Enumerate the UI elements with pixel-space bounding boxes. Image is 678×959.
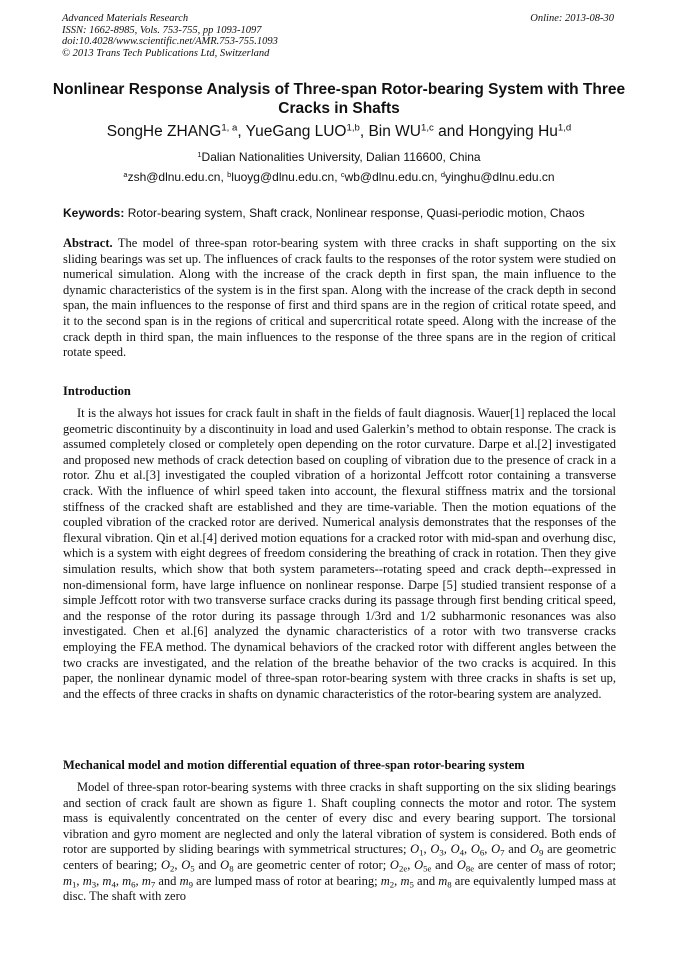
author-name: SongHe ZHANG [106,123,222,140]
subscript: 6 [131,879,136,890]
symbol-o: O [220,857,230,872]
copyright-line: © 2013 Trans Tech Publications Ltd, Switzerland [62,47,270,59]
subscript: 9 [188,879,193,890]
separator: , [423,842,431,857]
symbol-o: O [470,842,480,857]
author-affil-mark: 1,d [557,122,572,134]
symbol-o: O [491,842,501,857]
subscript: 6 [479,848,485,858]
email-mark: a [123,169,128,179]
subscript: 9 [538,848,544,858]
symbol-m: m [438,873,448,888]
doi-line[interactable]: doi:10.4028/www.scientific.net/AMR.753-755.1093 [62,36,278,48]
journal-header [62,13,278,59]
author-list [30,123,648,141]
author-separator: , [237,123,246,140]
author-affil-mark: 1,b [346,122,360,134]
subscript: 4 [111,879,116,890]
email-link[interactable]: yinghu@dlnu.edu.cn [444,170,555,184]
paragraph-text: are lumped mass of rotor at bearing; [193,873,381,888]
symbol-o: O [181,857,191,872]
author-affil-mark: 1,c [421,122,434,134]
online-date: Online: 2013-08-30 [530,13,614,24]
symbol-m: m [400,873,410,888]
subscript: 5e [423,863,432,874]
symbol-o: O [529,842,539,857]
author-name: YueGang LUO [245,123,347,140]
separator: , [464,842,471,857]
symbol-o: O [410,842,420,857]
subscript: 2 [170,863,175,874]
separator: and [413,873,439,888]
paragraph-text: Model of three-span rotor-bearing systems with three cracks in shaft supporting on the six sliding bearings and section of crack fault are shown as figure 1. Shaft coupling connects the motor and rotor. The system mass is equivalently concentrated on the center of every disc and every bearing support. The torsional vibration and gyro moment are neglected and only the lateral vibration of system is considered. Both ends of rotor are supported by sliding bearings with symmetrical structures; [63,780,616,857]
symbol-o: O [160,857,170,872]
section-heading-introduction: Introduction [63,384,131,398]
author-separator: and [433,123,469,140]
symbol-m: m [179,873,189,888]
separator: and [155,873,180,888]
paragraph-text: are geometric center of rotor; [233,857,390,872]
paragraph-text: are center of mass of rotor; [474,857,616,872]
separator: , [135,873,142,888]
email-mark: d [440,169,445,179]
symbol-o: O [430,842,440,857]
symbol-m: m [82,873,92,888]
subscript: 2e [398,863,408,874]
abstract-text: The model of three-span rotor-bearing system with three cracks in shaft supporting on the six sliding bearings was set up. The influences of crack faults to the responses of the rotor system were studied on numerical simulation. Along with the increase of the crack depth in first span, the main influence to the dynamic characteristics of the system is in the first span. Along with the increase of the crack depth in second span, the main influences to the response of first and third spans are in the region of critical rotate speed, and it to the second span is in the regions of critical and supercritical rotate speed. Along with the increase of the crack depth in third span, the main influences to the response of the three spans are in the region of critical rotate speed. [63,236,616,360]
symbol-m: m [122,873,132,888]
separator: , [484,842,492,857]
separator: , [443,842,451,857]
email-list [30,170,648,184]
section-heading-mechanical-model: Mechanical model and motion differential equation of three-span rotor-bearing system [63,758,525,772]
journal-name: Advanced Materials Research [62,13,189,24]
email-mark: b [227,169,232,179]
subscript: 7 [150,879,156,890]
author-name: Hongying Hu [468,123,558,140]
separator: , [96,873,103,888]
symbol-m: m [380,873,390,888]
author-separator: , [359,123,369,140]
paragraph-text: are geometric centers of bearing; [63,842,616,872]
separator: , [407,857,415,872]
separator: and [504,842,530,857]
symbol-m: m [102,873,112,888]
issn-line: ISSN: 1662-8985, Vols. 753-755, pp 1093-1097 [62,24,262,36]
subscript: 3 [439,848,444,858]
separator: , [394,873,401,888]
affil-text: Dalian Nationalities University, Dalian 116600, China [201,150,481,164]
affil-mark: 1 [197,149,202,159]
separator: , [174,857,182,872]
author-affil-mark: 1, a [221,122,238,134]
symbol-o: O [389,857,399,872]
subscript: 8e [465,863,475,874]
subscript: 7 [500,848,505,858]
symbol-o: O [414,857,424,872]
email-mark: c [340,169,345,179]
email-link[interactable]: luoyg@dlnu.edu.cn, [231,170,341,184]
symbol-o: O [456,857,466,872]
email-link[interactable]: zsh@dlnu.edu.cn, [127,170,228,184]
author-name: Bin WU [368,123,422,140]
introduction-paragraph: It is the always hot issues for crack fault in shaft in the fields of fault diagnosis. Wauer[1] replaced the local geometric discontinuity by a discontinuity in load and used Galerkin’s method to obtain response. The crack is assumed completely closed or completely open depending on the rotor curvature. Darpe et al.[2] investigated and proposed new methods of crack detection based on coupling of vibration due to the presence of crack in a rotor. Zhu et al.[3] investigated the coupled vibration of a horizontal Jeffcott rotor containing a transverse crack. With the influence of whirl speed taken into account, the flexural stiffness matrix and the torsional stiffness of the cracked shaft are established and they are time-variable. Then the motion equations of the coupled vibration of the cracked rotor are derived. Numerical analysis demonstrates that the responses of the flexural vibration. Qin et al.[4] derived motion equations for a cracked rotor with mid-span and overhung disc, which is a system with eight degrees of freedom considering the breathing of crack in rotation. Then they give simulation results, which show that both system parameters--rotating speed and crack depth--expressed in non-dimensional form, have large influence on nonlinear response. Darpe [5] studied transient response of a simple Jeffcott rotor with two transverse surface cracks during its passage through first bending critical speed, and the response of the rotor during its passage through 1/3rd and 1/2 subharmonic resonances was also investigated. Chen et al.[6] analyzed the dynamic characteristics of a rotor with two transverse cracks employing the FEA method. The dynamical behaviors of the cracked rotor with different angles between the two cracks are investigated, and the relation of the breathe behavior of the two cracks is acquired. In this paper, the nonlinear dynamic model of three-span rotor-bearing system with three cracks in shafts is set up, and the effects of three cracks in shafts on dynamic characteristics of the rotor-bearing system are analyzed. [63,406,616,701]
subscript: 5 [190,863,195,874]
subscript: 1 [419,848,424,858]
subscript: 4 [459,848,465,858]
separator: and [431,857,457,872]
subscript: 2 [389,879,395,890]
abstract [63,236,616,361]
mechanical-model-paragraph [63,780,616,905]
subscript: 8 [447,879,452,890]
keywords [63,206,616,220]
symbol-m: m [63,873,73,888]
subscript: 8 [229,863,234,874]
subscript: 5 [409,879,414,890]
separator: and [194,857,221,872]
abstract-label: Abstract. [63,236,113,250]
separator: , [115,873,123,888]
keywords-label: Keywords: [63,206,125,220]
subscript: 3 [91,879,97,890]
symbol-o: O [450,842,460,857]
paper-title: Nonlinear Response Analysis of Three-span Rotor-bearing System with Three Cracks in Shafts [52,81,626,117]
paragraph-text: are equivalently lumped mass at disc. The shaft with zero [63,873,617,904]
affiliation [30,150,648,164]
symbol-m: m [141,873,151,888]
keywords-text: Rotor-bearing system, Shaft crack, Nonlinear response, Quasi-periodic motion, Chaos [124,206,585,220]
subscript: 1 [72,879,77,890]
separator: , [76,873,83,888]
email-link[interactable]: wb@dlnu.edu.cn, [344,170,441,184]
